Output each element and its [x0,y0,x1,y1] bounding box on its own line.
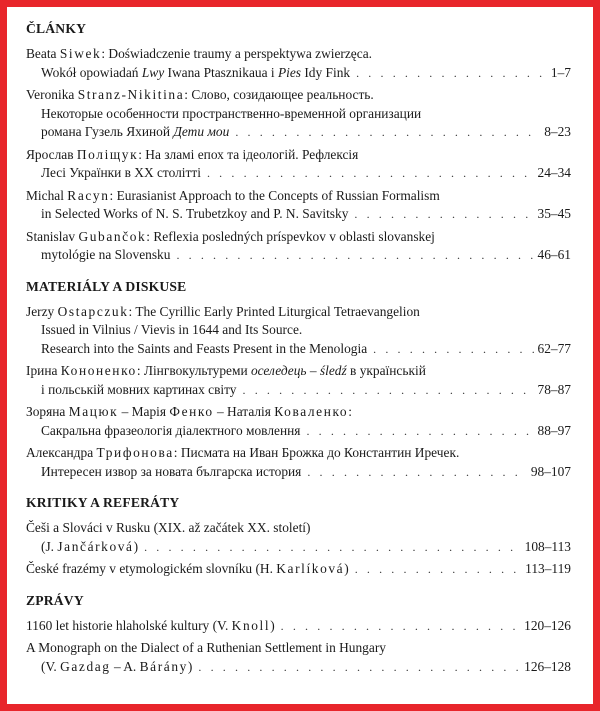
text-run: : [348,404,352,419]
text-run: : The Cyrillic Early Printed Liturgical Tetraevangelion [128,303,420,319]
italic-title: Pies [277,64,301,80]
dot-leader [355,560,521,579]
page-range: 78–87 [537,381,571,397]
text-run: Michal [26,187,68,203]
entry-last-line [26,617,571,636]
entry-text [41,658,192,677]
text-run: Iwana Ptasznikaua i [164,64,278,80]
entry-last-line [26,422,571,441]
entry-last-line [26,658,571,677]
page-range: 46–61 [537,247,571,262]
page-range: 24–34 [537,165,571,180]
text-run: : Doświadczenie traumy a perspektywa zwierzęca. [101,46,372,61]
author-name: Stranz-Nikitina [77,87,185,102]
entry-first-line [26,639,571,658]
author-name: Gubančok [78,228,147,244]
entry-last-line [26,246,571,265]
toc-entry [26,519,571,556]
text-run: : Писмата на Иван Брожка до Константин Иречек. [173,445,460,460]
entry-last-line [26,538,571,557]
dot-leader [354,205,533,224]
entry-first-line [26,228,571,247]
dot-leader [207,164,534,183]
text-run: ) [344,561,349,576]
toc-entry [26,45,571,82]
text-run: і польській мовних картинах світу [41,381,237,397]
text-run: mytológie na Slovensku [41,247,171,262]
text-run: : Слово, созидающее реальность. [184,87,374,102]
page-range: 88–97 [537,422,571,438]
dot-leader [176,246,533,265]
toc-entry [26,146,571,183]
author-name: Siwek [59,46,102,61]
page-range: 8–23 [544,124,571,139]
text-run: Veronika [26,87,78,102]
text-run: (V. [41,658,61,674]
toc-entry [26,444,571,481]
text-run: Beata [26,46,60,61]
text-run: Jerzy [26,303,58,319]
page-range: 113–119 [525,561,571,576]
text-run: романа Гузель Яхиной [41,124,174,139]
entry-text [26,617,275,636]
entry-last-line [26,560,571,579]
author-name: Фенко [169,404,214,419]
text-run: Ярослав [26,146,77,162]
text-run: : Eurasianist Approach to the Concepts of Russian Formalism [109,187,440,203]
entry-first-line [26,444,571,463]
section-heading: ČLÁNKY [26,21,87,36]
toc-entry [26,362,571,399]
text-run: Stanislav [26,228,79,244]
dot-leader [373,340,533,359]
section-heading: KRITIKY A REFERÁTY [26,495,180,510]
author-name: Bárány [139,658,188,674]
toc-section [26,495,571,579]
toc-section [26,593,571,677]
text-run: Интересен извор за новата българска история [41,463,302,479]
page-range: 1–7 [550,64,571,80]
entry-text [41,538,138,557]
entry-first-line [26,519,571,538]
entry-continuation-line [26,321,571,340]
page-range: 108–113 [524,538,571,554]
author-name: Racyn [67,187,110,203]
entry-first-line [26,86,571,105]
page-range: 120–126 [524,617,571,633]
dot-leader [281,617,520,636]
dot-leader [306,422,533,441]
text-run: Ірина [26,363,61,378]
author-name: Трифонова [96,445,174,460]
entry-first-line [26,187,571,206]
entry-continuation-line [26,105,571,124]
toc-entry [26,617,571,636]
text-run: Сакральна фразеологія діалектного мовлення [41,422,301,438]
entry-first-line [26,146,571,165]
entry-last-line [26,164,571,183]
entry-last-line [26,205,571,224]
toc-entry [26,187,571,224]
text-run: Wokół opowiadań [41,64,142,80]
dot-leader [243,381,534,400]
text-run: A Monograph on the Dialect of a Ruthenian Settlement in Hungary [26,640,386,655]
text-run: in Selected Works of N. S. Trubetzkoy and P. N. Savitsky [41,206,349,221]
text-run: Češi a Slováci v Rusku (XIX. až začátek XX. století) [26,520,311,535]
italic-title: оселедець – śledź [250,363,347,378]
entry-text [41,164,201,183]
text-run: : Лінгвокультуреми [136,363,251,378]
text-run: – Марія [118,404,170,419]
toc-entry [26,86,571,142]
entry-text [41,123,229,142]
toc-section [26,279,571,482]
author-name: Коваленко [274,404,349,419]
text-run: České frazémy v etymologickém slovníku (H. [26,561,277,576]
author-name: Gazdag [60,658,111,674]
section-heading: ZPRÁVY [26,592,84,608]
entry-text [41,422,300,441]
entry-text [41,463,301,482]
text-run: Idy Fink [301,64,351,80]
toc-entry [26,403,571,440]
page-range: 126–128 [524,658,571,674]
text-run: Research into the Saints and Feasts Present in the Menologia [41,340,368,356]
entry-last-line [26,340,571,359]
author-name: Karlíková [276,561,345,576]
dot-leader [356,64,547,83]
entry-text [26,560,349,579]
text-run: Лесі Українки в ХХ столітті [41,165,201,180]
text-run: ) [133,538,139,554]
entry-text [41,205,348,224]
toc-entry [26,560,571,579]
text-run: ) [270,617,275,633]
entry-text [41,64,350,83]
text-run: – Наталія [213,404,275,419]
text-run: : Reflexia posledných príspevkov v oblasti slovanskej [146,228,435,244]
page-range: 62–77 [537,340,571,356]
entry-last-line [26,463,571,482]
entry-first-line [26,303,571,322]
author-name: Knoll [231,617,271,633]
text-run: Зоряна [26,404,69,419]
text-run: Некоторые особенности пространственно-временной организации [41,105,422,121]
page-range: 98–107 [530,463,571,479]
dot-leader [235,123,540,142]
entry-text [41,340,367,359]
entry-last-line [26,123,571,142]
toc-entry [26,639,571,676]
text-run: Issued in Vilnius / Vievis in 1644 and Its Source. [41,322,303,337]
entry-last-line [26,381,571,400]
text-run: : На зламі епох та ідеологій. Рефлексія [138,146,359,162]
text-run: Александра [26,445,97,460]
author-name: Мацюк [68,404,119,419]
section-heading: MATERIÁLY A DISKUSE [26,278,187,294]
author-name: Кононенко [60,363,137,378]
entry-text [41,381,237,400]
author-name: Jančárková [57,538,134,554]
toc-entry [26,303,571,359]
text-run: ) [187,658,193,674]
author-name: Ostapczuk [57,303,129,319]
entry-first-line [26,45,571,64]
entry-first-line [26,362,571,381]
dot-leader [198,658,520,677]
page-range: 35–45 [537,206,571,221]
entry-first-line [26,403,571,422]
toc-entry [26,228,571,265]
author-name: Поліщук [76,146,139,162]
text-run: 1160 let historie hlaholské kultury (V. [26,617,232,633]
italic-title: Дети мои [173,124,230,139]
dot-leader [144,538,521,557]
dot-leader [307,463,526,482]
entry-text [41,246,170,265]
text-run: – A. [110,658,140,674]
italic-title: Lwy [141,64,165,80]
text-run: в українській [346,363,426,378]
entry-last-line [26,64,571,83]
text-run: (J. [41,538,58,554]
toc-section [26,21,571,265]
